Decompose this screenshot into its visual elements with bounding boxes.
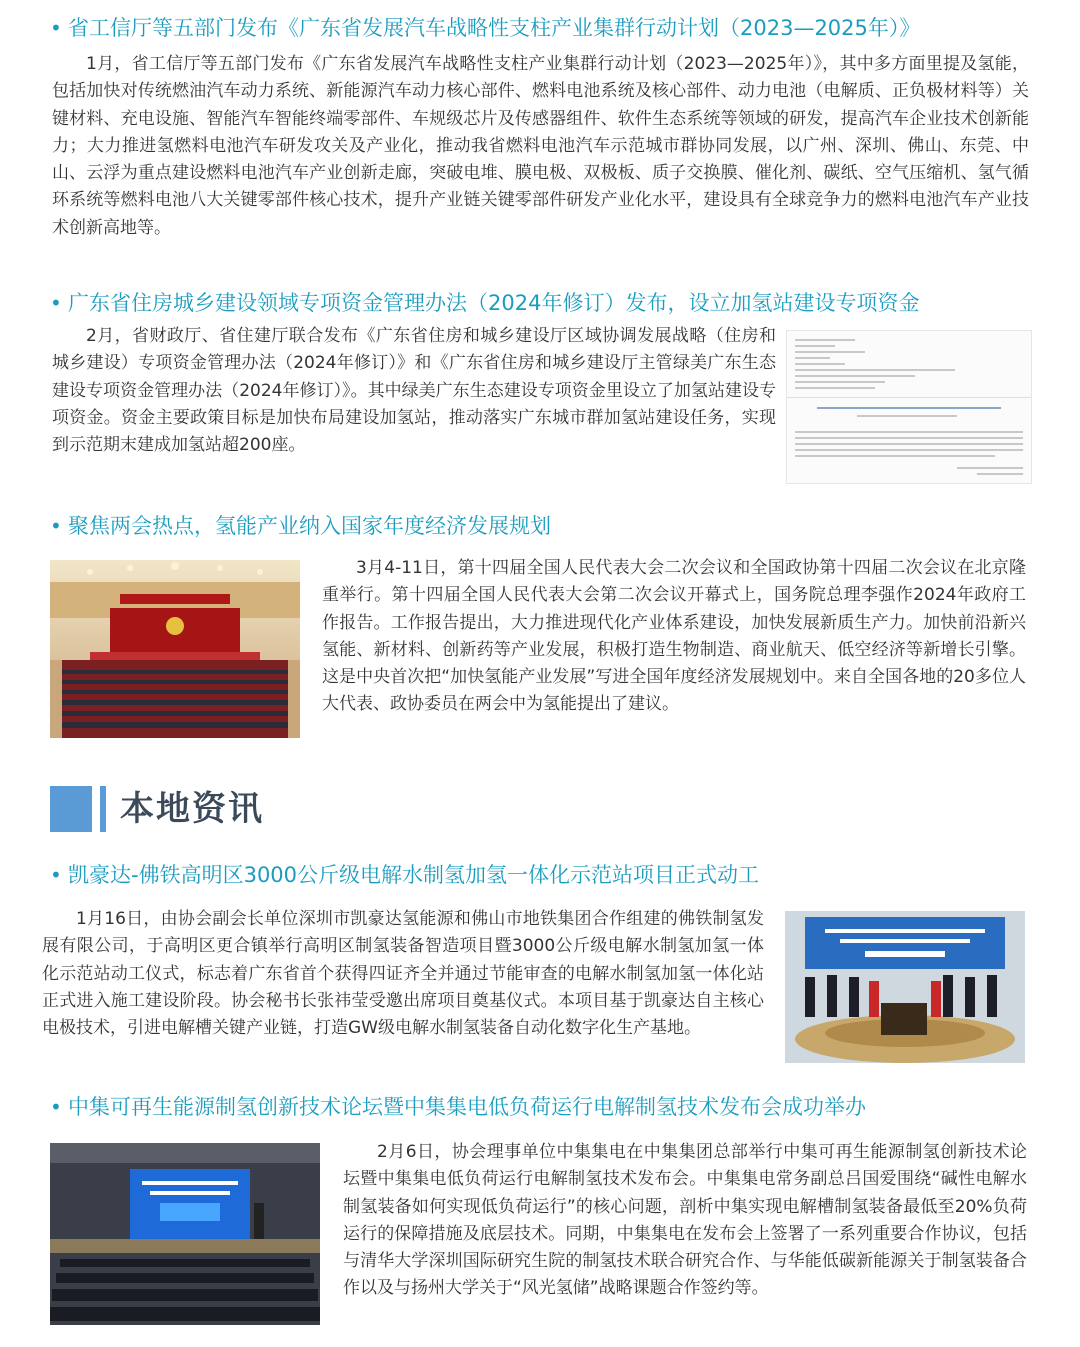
bullet-icon: • [50,16,62,40]
bullet-icon: • [50,863,62,887]
section-bar-decoration [50,786,92,832]
news-body-2: 2月，省财政厅、省住建厅联合发布《广东省住房和城乡建设厅区域协调发展战略（住房和城乡建设）专项资金管理办法（2024年修订）》和《广东省住房和城乡建设厅主管绿美广东生态建设专项资金管理办法（2024年修订）》。其中绿美广东生态建设专项资金里设立了加氢站建设专项资金。资金主要政策目标是加快布局建设加氢站，推动落实广东城市群加氢站建设任务，实现到示范期末建成加氢站超200座。 [52,326,776,456]
policy-document-screenshot [786,330,1032,484]
section-title: 本地资讯 [120,789,264,829]
news-heading-5 [50,1093,1050,1121]
section-header-local-news [50,786,450,832]
news-title-1: 省工信厅等五部门发布《广东省发展汽车战略性支柱产业集群行动计划（2023—2025年）》 [68,16,921,40]
news-heading-2 [50,289,1050,317]
news-body-1: 1月，省工信厅等五部门发布《广东省发展汽车战略性支柱产业集群行动计划（2023—2025年）》，其中多方面里提及氢能，包括加快对传统燃油汽车动力系统、新能源汽车动力核心部件、燃料电池系统及核心部件、动力电池（电解质、正负极材料等）关键材料、充电设施、智能汽车智能终端零部件、车规级芯片及传感器组件、软件生态系统等领域的研发，提高汽车企业技术创新能力；大力推进氢燃料电池汽车研发攻关及产业化，推动我省燃料电池汽车示范城市群协同发展，以广州、深圳、佛山、东莞、中山、云浮为重点建设燃料电池汽车产业创新走廊，突破电堆、膜电极、双极板、质子交换膜、催化剂、碳纸、空气压缩机、氢气循环系统等燃料电池八大关键零部件核心技术，提升产业链关键零部件研发产业化水平，建设具有全球竞争力的燃料电池汽车产业技术创新高地等。 [52,54,1029,238]
bullet-icon: • [50,291,62,315]
section-bar-decoration [100,786,106,832]
news-heading-1 [50,14,1050,42]
news-heading-4 [50,861,1050,889]
two-sessions-hall-photo [50,560,300,738]
groundbreaking-ceremony-photo [785,911,1025,1063]
news-body-3: 3月4-11日，第十四届全国人民代表大会二次会议和全国政协第十四届二次会议在北京隆重举行。第十四届全国人民代表大会第二次会议开幕式上，国务院总理李强作2024年政府工作报告。工作报告提出，大力推进现代化产业体系建设，加快发展新质生产力。加快前沿新兴氢能、新材料、创新药等产业发展，积极打造生物制造、商业航天、低空经济等新增长引擎。这是中央首次把“加快氢能产业发展”写进全国年度经济发展规划中。来自全国各地的20多位人大代表、政协委员在两会中为氢能提出了建议。 [322,558,1026,715]
news-title-5: 中集可再生能源制氢创新技术论坛暨中集集电低负荷运行电解制氢技术发布会成功举办 [68,1095,866,1119]
news-title-2: 广东省住房城乡建设领域专项资金管理办法（2024年修订）发布，设立加氢站建设专项资金 [68,291,920,315]
bullet-icon: • [50,1095,62,1119]
news-title-4: 凯豪达-佛铁高明区3000公斤级电解水制氢加氢一体化示范站项目正式动工 [68,863,760,887]
news-body-5: 2月6日，协会理事单位中集集电在中集集团总部举行中集可再生能源制氢创新技术论坛暨中集集电低负荷运行电解制氢技术发布会。中集集电常务副总吕国爱围绕“碱性电解水制氢装备如何实现低负荷运行”的核心问题，剖析中集实现电解槽制氢装备最低至20%负荷运行的保障措施及底层技术。同期，中集集电在发布会上签署了一系列重要合作协议，包括与清华大学深圳国际研究生院的制氢技术联合研究合作、与华能低碳新能源关于制氢装备合作以及与扬州大学关于“风光氢储”战略课题合作签约等。 [343,1142,1027,1299]
news-heading-3 [50,512,1050,540]
forum-conference-photo [50,1143,320,1325]
bullet-icon: • [50,514,62,538]
news-body-4: 1月16日，由协会副会长单位深圳市凯豪达氢能源和佛山市地铁集团合作组建的佛铁制氢发展有限公司，于高明区更合镇举行高明区制氢装备智造项目暨3000公斤级电解水制氢加氢一体化示范站动工仪式，标志着广东省首个获得四证齐全并通过节能审查的电解水制氢加氢一体化站正式进入施工建设阶段。协会秘书长张祎莹受邀出席项目奠基仪式。本项目基于凯豪达自主核心电极技术，引进电解槽关键产业链，打造GW级电解水制氢装备自动化数字化生产基地。 [42,909,764,1039]
news-title-3: 聚焦两会热点，氢能产业纳入国家年度经济发展规划 [68,514,551,538]
